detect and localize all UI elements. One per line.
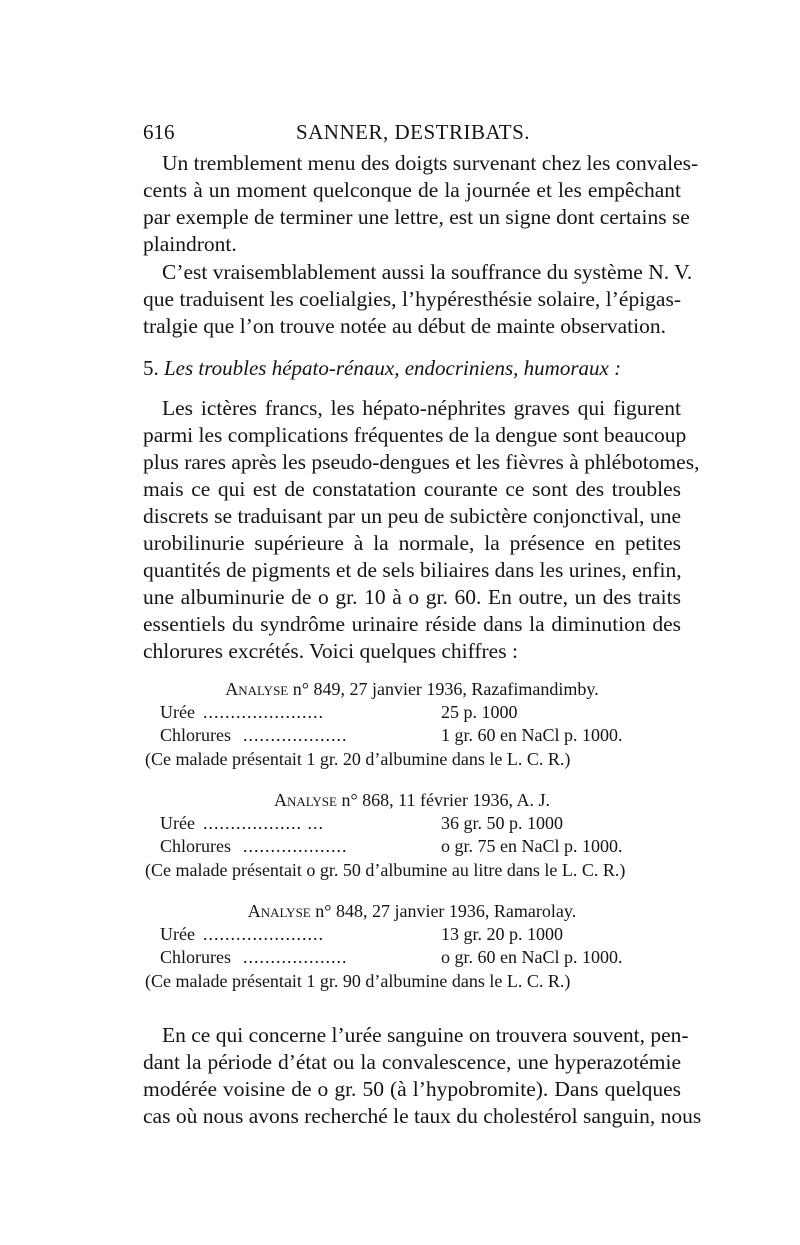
row-label: Chlorures (160, 836, 231, 856)
section-number: 5. (143, 356, 159, 380)
row-label: Chlorures (160, 947, 231, 967)
analysis-details: n° 848, 27 janvier 1936, Ramarolay. (310, 901, 577, 921)
leader-dots: ................... (243, 725, 348, 745)
analysis-label: Analyse (225, 679, 289, 699)
text-line: modérée voisine de o gr. 50 (à l’hypobromite). Dans quelques (143, 1077, 681, 1101)
analysis-note: (Ce malade présentait 1 gr. 90 d’albumine dans le L. C. R.) (145, 971, 571, 991)
analysis-block (143, 788, 681, 882)
row-label: Urée (160, 924, 195, 944)
analysis-title (143, 899, 681, 923)
analysis-row-uree (143, 812, 681, 835)
text-line: En ce qui concerne l’urée sanguine on trouvera souvent, pen- (162, 1023, 689, 1047)
page-number: 616 (143, 120, 175, 144)
row-value: o gr. 75 en NaCl p. 1000. (441, 836, 623, 856)
analysis-row-chlorures (143, 724, 681, 747)
text-line: tralgie que l’on trouve notée au début de mainte observation. (143, 314, 666, 338)
paragraph-icteres (143, 395, 700, 665)
running-title: SANNER, DESTRIBATS. (295, 120, 531, 144)
paragraph-uree-sanguine (143, 1022, 702, 1130)
paragraph-systeme-nv (143, 259, 693, 340)
text-line: C’est vraisemblablement aussi la souffrance du système N. V. (162, 260, 693, 284)
analysis-label: Analyse (274, 790, 337, 810)
text-line: cas où nous avons recherché le taux du cholestérol sanguin, nous (143, 1104, 702, 1128)
text-line: discrets se traduisant par un peu de subictère conjonctival, une (143, 504, 681, 528)
row-value: 13 gr. 20 p. 1000 (441, 924, 564, 944)
leader-dots: ................... (243, 947, 348, 967)
text-line: chlorures excrétés. Voici quelques chiffres : (143, 639, 518, 663)
leader-dots: ...................... (203, 702, 324, 722)
analysis-row-chlorures (143, 835, 681, 858)
text-line: plus rares après les pseudo-dengues et les fièvres à phlébotomes, (143, 450, 700, 474)
text-line: par exemple de terminer une lettre, est un signe dont certains se (143, 205, 690, 229)
row-value: 36 gr. 50 p. 1000 (441, 813, 564, 833)
paragraph-tremblement (143, 150, 699, 258)
leader-dots: ................... (243, 836, 348, 856)
text-line: cents à un moment quelconque de la journée et les empêchant (143, 178, 681, 202)
analysis-row-uree (143, 701, 681, 724)
analysis-block (143, 677, 681, 771)
row-label: Chlorures (160, 725, 231, 745)
text-line: Les ictères francs, les hépato-néphrites graves qui figurent (162, 396, 681, 420)
text-line: urobilinurie supérieure à la normale, la présence en petites (143, 531, 681, 555)
text-line: une albuminurie de o gr. 10 à o gr. 60. En outre, un des traits (143, 585, 681, 609)
analysis-block (143, 899, 681, 993)
leader-dots: .................. ... (203, 813, 324, 833)
running-head (143, 118, 683, 146)
row-label: Urée (160, 813, 195, 833)
text-line: Un tremblement menu des doigts survenant chez les convales- (162, 151, 699, 175)
row-label: Urée (160, 702, 195, 722)
analysis-row-uree (143, 923, 681, 946)
text-line: mais ce qui est de constatation courante ce sont des troubles (143, 477, 681, 501)
text-line: plaindront. (143, 232, 237, 256)
text-line: parmi les complications fréquentes de la dengue sont beaucoup (143, 423, 687, 447)
row-value: o gr. 60 en NaCl p. 1000. (441, 947, 623, 967)
analysis-details: n° 849, 27 janvier 1936, Razafimandimby. (288, 679, 599, 699)
analysis-note: (Ce malade présentait 1 gr. 20 d’albumine dans le L. C. R.) (145, 749, 571, 769)
text-line: essentiels du syndrôme urinaire réside dans la diminution des (143, 612, 681, 636)
text-line: que traduisent les coelialgies, l’hypéresthésie solaire, l’épigas- (143, 287, 681, 311)
section-title: Les troubles hépato-rénaux, endocriniens, humoraux : (164, 356, 622, 380)
text-line: quantités de pigments et de sels biliaires dans les urines, enfin, (143, 558, 682, 582)
row-value: 1 gr. 60 en NaCl p. 1000. (441, 725, 623, 745)
analysis-label: Analyse (247, 901, 311, 921)
analysis-note: (Ce malade présentait o gr. 50 d’albumine au litre dans le L. C. R.) (145, 860, 626, 880)
analysis-title (143, 677, 681, 701)
section-heading (143, 354, 681, 382)
leader-dots: ...................... (203, 924, 324, 944)
row-value: 25 p. 1000 (441, 702, 518, 722)
analysis-row-chlorures (143, 946, 681, 969)
text-line: dant la période d’état ou la convalescence, une hyperazotémie (143, 1050, 681, 1074)
analysis-title (143, 788, 681, 812)
analysis-details: n° 868, 11 février 1936, A. J. (336, 790, 550, 810)
